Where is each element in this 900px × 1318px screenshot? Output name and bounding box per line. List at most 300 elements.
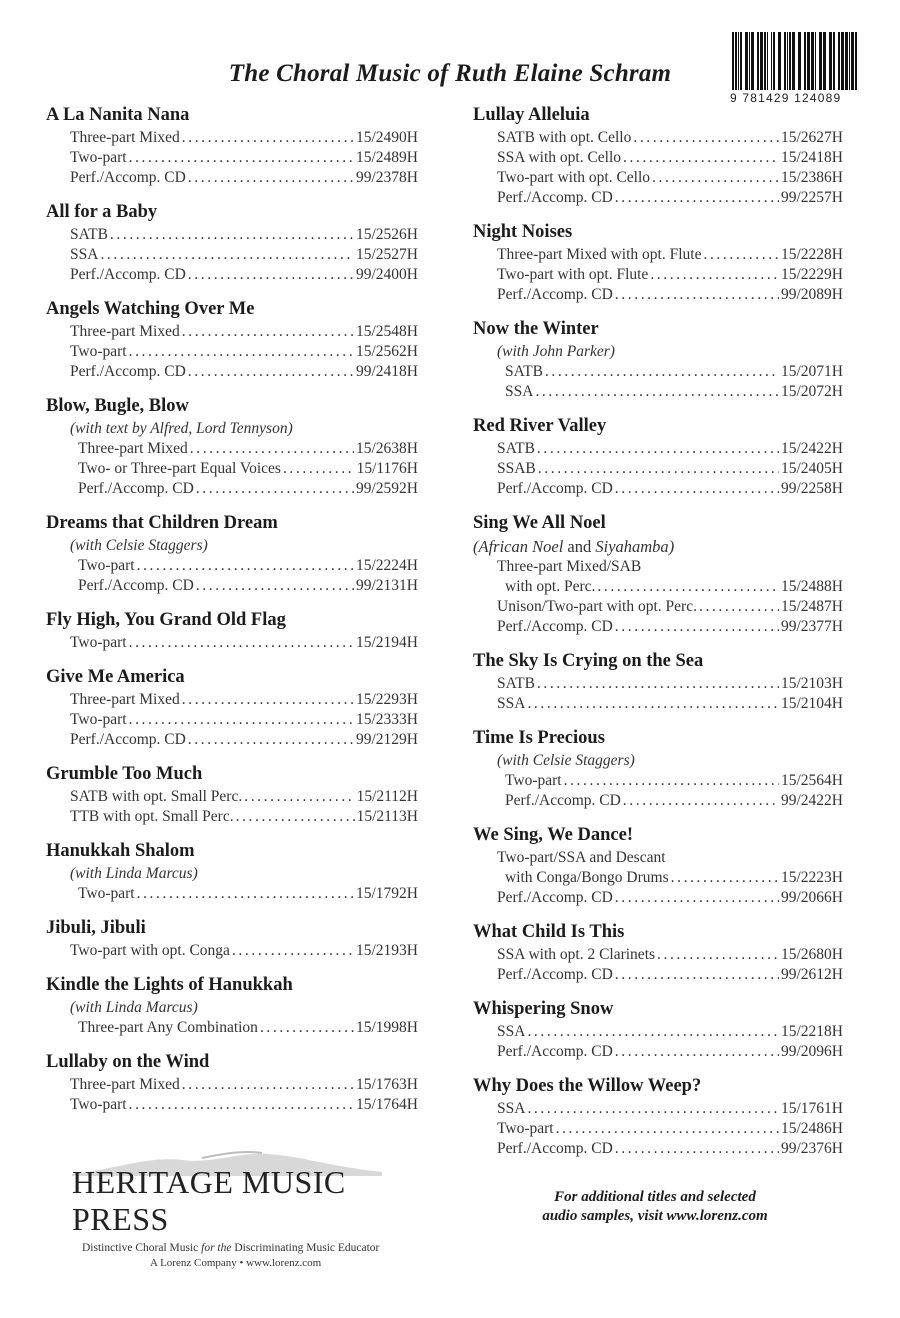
- listing-row: [473, 362, 843, 382]
- catalog-number: 15/2489H: [356, 149, 418, 166]
- entry-title: The Sky Is Crying on the Sea: [473, 651, 704, 671]
- leader-dots: [188, 362, 354, 382]
- entry-title: Lullaby on the Wind: [46, 1052, 210, 1072]
- catalog-number: 99/2422H: [781, 792, 843, 809]
- catalog-number: 15/2103H: [781, 675, 843, 692]
- entry-title: Red River Valley: [473, 416, 607, 436]
- listing-row: [473, 965, 843, 985]
- listing-row: [473, 577, 843, 597]
- voicing-label: with Conga/Bongo Drums: [505, 869, 669, 886]
- leader-dots: [137, 556, 354, 576]
- barcode-bar: [841, 32, 844, 90]
- catalog-number: 15/2386H: [781, 169, 843, 186]
- listing-row: [46, 730, 418, 750]
- listing-row: [473, 868, 843, 888]
- title-entry: [46, 512, 418, 596]
- catalog-number: 99/2258H: [781, 480, 843, 497]
- listing-row: [46, 128, 418, 148]
- catalog-number: 15/2228H: [781, 246, 843, 263]
- listing-row: [46, 265, 418, 285]
- voicing-label: SATB: [70, 226, 108, 243]
- voicing-label: Perf./Accomp. CD: [70, 266, 186, 283]
- catalog-number: 99/2376H: [781, 1140, 843, 1157]
- catalog-number: 15/2112H: [356, 788, 418, 805]
- catalog-number: 15/2562H: [356, 343, 418, 360]
- leader-dots: [283, 459, 355, 479]
- listing-row: [46, 459, 418, 479]
- voicing-label: SATB with opt. Small Perc.: [70, 788, 243, 805]
- voicing-label: SATB: [497, 675, 535, 692]
- catalog-number: 15/2627H: [781, 129, 843, 146]
- listing-row: [473, 617, 843, 637]
- entry-subtitle: [473, 536, 843, 557]
- entry-title: Why Does the Willow Weep?: [473, 1076, 702, 1096]
- barcode-bar: [804, 32, 806, 90]
- catalog-number: 15/2548H: [356, 323, 418, 340]
- catalog-number: 15/2422H: [781, 440, 843, 457]
- catalog-number: 15/2490H: [356, 129, 418, 146]
- leader-dots: [615, 479, 779, 499]
- barcode-bar: [807, 32, 810, 90]
- listing-row: [473, 1042, 843, 1062]
- listing-row: [46, 1018, 418, 1038]
- barcode-bar: [732, 32, 734, 90]
- leader-dots: [527, 1099, 779, 1119]
- barcode-bar: [740, 32, 742, 90]
- title-entry: [473, 921, 843, 985]
- barcode-bar: [778, 32, 781, 90]
- title-entry: [46, 974, 418, 1038]
- listing-row: [473, 382, 843, 402]
- leader-dots: [615, 188, 779, 208]
- leader-dots: [190, 439, 354, 459]
- website-note: [490, 1188, 820, 1226]
- leader-dots: [615, 888, 779, 908]
- listing-row: [473, 888, 843, 908]
- title-entry: [473, 221, 843, 305]
- voicing-label: Two-part: [70, 634, 127, 651]
- entry-title: Kindle the Lights of Hanukkah: [46, 975, 293, 995]
- catalog-number: 99/2592H: [356, 480, 418, 497]
- listing-row: [473, 439, 843, 459]
- entry-note: (with Celsie Staggers): [497, 752, 635, 769]
- catalog-number: 99/2378H: [356, 169, 418, 186]
- leader-dots: [615, 965, 779, 985]
- company-line: A Lorenz Company • www.lorenz.com: [150, 1257, 322, 1269]
- left-column: [46, 104, 418, 1128]
- entry-title: Sing We All Noel: [473, 513, 606, 533]
- voicing-label: Two-part: [70, 343, 127, 360]
- catalog-number: 15/1764H: [356, 1096, 418, 1113]
- entry-note: (with text by Alfred, Lord Tennyson): [70, 420, 293, 437]
- entry-title: Dreams that Children Dream: [46, 513, 278, 533]
- voicing-label: Three-part Mixed: [70, 323, 180, 340]
- leader-dots: [129, 633, 354, 653]
- listing-row: [473, 168, 843, 188]
- catalog-number: 99/2400H: [356, 266, 418, 283]
- listing-row: [473, 188, 843, 208]
- title-entry: [473, 104, 843, 208]
- catalog-number: 99/2418H: [356, 363, 418, 380]
- catalog-number: 15/2680H: [781, 946, 843, 963]
- leader-dots: [129, 342, 354, 362]
- leader-dots: [633, 128, 779, 148]
- barcode-bar: [760, 32, 763, 90]
- catalog-number: 15/2113H: [356, 808, 418, 825]
- listing-row: [473, 285, 843, 305]
- catalog-number: 99/2377H: [781, 618, 843, 635]
- voicing-label: SATB: [497, 440, 535, 457]
- leader-dots: [100, 245, 354, 265]
- barcode-bars-icon: [730, 32, 862, 90]
- title-entry: [473, 727, 843, 811]
- title-entry: [473, 512, 843, 637]
- entry-title: Time Is Precious: [473, 728, 605, 748]
- catalog-number: 15/1761H: [781, 1100, 843, 1117]
- listing-row: [473, 1119, 843, 1139]
- listing-row: [46, 690, 418, 710]
- barcode-bar: [829, 32, 832, 90]
- listing-row: [473, 674, 843, 694]
- catalog-number: 15/2487H: [781, 598, 843, 615]
- listing-row: [46, 479, 418, 499]
- leader-dots: [538, 459, 779, 479]
- voicing-label: Perf./Accomp. CD: [78, 480, 194, 497]
- catalog-number: 15/2104H: [781, 695, 843, 712]
- catalog-number: 15/2418H: [781, 149, 843, 166]
- entry-title: Lullay Alleluia: [473, 105, 590, 125]
- voicing-label: Perf./Accomp. CD: [497, 1043, 613, 1060]
- entry-title: Fly High, You Grand Old Flag: [46, 610, 286, 630]
- leader-dots: [196, 479, 354, 499]
- voicing-label: Perf./Accomp. CD: [70, 731, 186, 748]
- title-entry: [46, 395, 418, 499]
- barcode-bar: [789, 32, 791, 90]
- leader-dots: [232, 941, 354, 961]
- entry-note: (with John Parker): [497, 343, 615, 360]
- voicing-label: Two-part: [497, 1120, 554, 1137]
- publisher-tagline: Distinctive Choral Music for the Discriminating Music Educator: [82, 1242, 380, 1254]
- catalog-number: 15/2071H: [781, 363, 843, 380]
- title-entry: [46, 1051, 418, 1115]
- voicing-label: Two-part: [70, 1096, 127, 1113]
- listing-row: [473, 1022, 843, 1042]
- leader-dots: [182, 1075, 354, 1095]
- barcode-bar: [757, 32, 759, 90]
- catalog-number: 99/2131H: [356, 577, 418, 594]
- voicing-label: SATB: [505, 363, 543, 380]
- listing-row: [46, 941, 418, 961]
- barcode-bar: [849, 32, 850, 90]
- catalog-number: 99/2257H: [781, 189, 843, 206]
- listing-row: [473, 771, 843, 791]
- title-entry: [473, 824, 843, 908]
- voicing-label: Perf./Accomp. CD: [497, 889, 613, 906]
- catalog-number: 99/2129H: [356, 731, 418, 748]
- voicing-label: Two-part: [78, 885, 135, 902]
- title-entry: [473, 415, 843, 499]
- voicing-label: Three-part Mixed: [70, 691, 180, 708]
- leader-dots: [703, 245, 779, 265]
- listing-row: [473, 694, 843, 714]
- leader-dots: [129, 148, 354, 168]
- leader-dots: [129, 710, 354, 730]
- barcode-bar: [773, 32, 775, 90]
- voicing-label: SSA with opt. 2 Clarinets: [497, 946, 656, 963]
- title-entry: [46, 201, 418, 285]
- subtitle-part: (: [473, 537, 479, 556]
- title-entry: [46, 666, 418, 750]
- barcode-bar: [749, 32, 750, 90]
- leader-dots: [182, 690, 354, 710]
- barcode-bar: [738, 32, 739, 90]
- listing-row: [46, 556, 418, 576]
- entry-title: Now the Winter: [473, 319, 599, 339]
- voicing-label: Perf./Accomp. CD: [505, 792, 621, 809]
- listing-row: [46, 342, 418, 362]
- listing-row: [46, 225, 418, 245]
- voicing-label: SSAB: [497, 460, 536, 477]
- barcode-bar: [823, 32, 826, 90]
- barcode-bar: [833, 32, 835, 90]
- listing-row: [46, 576, 418, 596]
- voicing-label: Two-part: [70, 149, 127, 166]
- voicing-label: Two-part with opt. Flute: [497, 266, 649, 283]
- listing-row: [46, 1075, 418, 1095]
- listing-row: [46, 633, 418, 653]
- voicing-label: Perf./Accomp. CD: [78, 577, 194, 594]
- listing-row: [473, 265, 843, 285]
- catalog-number: 15/1998H: [356, 1019, 418, 1036]
- catalog-number: 15/2488H: [781, 578, 843, 595]
- title-entry: [473, 1075, 843, 1159]
- voicing-label: SSA: [497, 1023, 526, 1040]
- entry-title: Angels Watching Over Me: [46, 299, 255, 319]
- leader-dots: [527, 1022, 779, 1042]
- voicing-label: Two-part with opt. Conga: [70, 942, 230, 959]
- voicing-label: Perf./Accomp. CD: [497, 618, 613, 635]
- title-entry: [473, 650, 843, 714]
- catalog-number: 15/2194H: [356, 634, 418, 651]
- leader-dots: [650, 265, 779, 285]
- listing-row: [46, 439, 418, 459]
- entry-title: Whispering Snow: [473, 999, 614, 1019]
- leader-dots: [244, 787, 354, 807]
- voicing-label: TTB with opt. Small Perc.: [70, 808, 234, 825]
- voicing-label: Two-part: [70, 711, 127, 728]
- leader-dots: [537, 674, 779, 694]
- listing-row: [473, 945, 843, 965]
- voicing-label: Perf./Accomp. CD: [497, 480, 613, 497]
- voicing-label: Two-part with opt. Cello: [497, 169, 651, 186]
- catalog-number: 15/2229H: [781, 266, 843, 283]
- listing-row: [46, 322, 418, 342]
- voicing-label: Three-part Mixed: [78, 440, 188, 457]
- catalog-number: 15/2526H: [356, 226, 418, 243]
- entry-title: What Child Is This: [473, 922, 625, 942]
- barcode-bar: [838, 32, 840, 90]
- catalog-number: 15/2223H: [781, 869, 843, 886]
- voicing-label: Perf./Accomp. CD: [497, 286, 613, 303]
- barcode-bar: [811, 32, 814, 90]
- listing-row: [46, 884, 418, 904]
- catalog-number: 99/2612H: [781, 966, 843, 983]
- leader-dots: [236, 807, 355, 827]
- catalog-number: 15/2405H: [781, 460, 843, 477]
- voicing-label: Three-part Any Combination: [78, 1019, 258, 1036]
- voicing-label: SSA: [505, 383, 534, 400]
- listing-row: [46, 168, 418, 188]
- catalog-number: 15/1792H: [356, 885, 418, 902]
- voicing-label: Three-part Mixed: [70, 1076, 180, 1093]
- leader-dots: [527, 694, 779, 714]
- catalog-number: 15/2293H: [356, 691, 418, 708]
- entry-title: A La Nanita Nana: [46, 105, 190, 125]
- leader-dots: [188, 730, 354, 750]
- barcode-number: 9 781429 124089: [730, 91, 842, 105]
- barcode-bar: [764, 32, 766, 90]
- listing-row: [473, 791, 843, 811]
- title-entry: [46, 840, 418, 904]
- listing-row: [46, 787, 418, 807]
- website-note-line-2: audio samples, visit www.lorenz.com: [542, 1208, 768, 1224]
- leader-dots: [537, 439, 779, 459]
- listing-row: [473, 148, 843, 168]
- barcode-bar: [792, 32, 795, 90]
- barcode-bar: [798, 32, 801, 90]
- catalog-number: 99/2096H: [781, 1043, 843, 1060]
- barcode-bar: [845, 32, 848, 90]
- publisher-name: HERITAGE MUSIC PRESS: [72, 1164, 346, 1237]
- listing-row: [46, 148, 418, 168]
- right-column: [473, 104, 843, 1172]
- barcode-bar: [735, 32, 737, 90]
- catalog-number: 15/2638H: [356, 440, 418, 457]
- entry-title: Blow, Bugle, Blow: [46, 396, 189, 416]
- leader-dots: [615, 617, 779, 637]
- leader-dots: [657, 945, 779, 965]
- barcode-bar: [767, 32, 768, 90]
- barcode-bar: [784, 32, 786, 90]
- catalog-number: 15/2564H: [781, 772, 843, 789]
- leader-dots: [615, 1139, 779, 1159]
- leader-dots: [129, 1095, 354, 1115]
- entry-title: All for a Baby: [46, 202, 158, 222]
- page-title: The Choral Music of Ruth Elaine Schram: [228, 60, 672, 87]
- leader-dots: [260, 1018, 354, 1038]
- voicing-label: Two-part: [78, 557, 135, 574]
- catalog-number: 15/2072H: [781, 383, 843, 400]
- voicing-label: Three-part Mixed: [70, 129, 180, 146]
- entry-title: We Sing, We Dance!: [473, 825, 633, 845]
- listing-row: [46, 807, 418, 827]
- publisher-logo-block: [52, 1148, 442, 1269]
- entry-note: (with Celsie Staggers): [70, 537, 208, 554]
- catalog-number: 15/2193H: [356, 942, 418, 959]
- listing-row: [473, 597, 843, 617]
- voicing-label: Unison/Two-part with opt. Perc.: [497, 598, 697, 615]
- subtitle-part: Siyahamba: [595, 537, 669, 556]
- title-entry: [473, 998, 843, 1062]
- leader-dots: [623, 791, 779, 811]
- leader-dots: [188, 168, 354, 188]
- leader-dots: [545, 362, 779, 382]
- entry-title: Grumble Too Much: [46, 764, 203, 784]
- barcode-bar: [815, 32, 816, 90]
- leader-dots: [671, 868, 779, 888]
- listing-row: [46, 362, 418, 382]
- barcode-bar: [855, 32, 857, 90]
- subtitle-part: African Noel: [478, 537, 564, 556]
- catalog-number: 15/2486H: [781, 1120, 843, 1137]
- leader-dots: [137, 884, 354, 904]
- leader-dots: [110, 225, 354, 245]
- voicing-label: SSA: [497, 695, 526, 712]
- leader-dots: [615, 285, 779, 305]
- title-entry: [46, 104, 418, 188]
- catalog-number: 15/2333H: [356, 711, 418, 728]
- leader-dots: [623, 148, 779, 168]
- listing-row: [46, 1095, 418, 1115]
- leader-dots: [556, 1119, 779, 1139]
- voicing-label: with opt. Perc.: [505, 578, 596, 595]
- listing-row: [46, 245, 418, 265]
- voicing-label: Two-part: [505, 772, 562, 789]
- catalog-number: 99/2089H: [781, 286, 843, 303]
- entry-note: (with Linda Marcus): [70, 999, 198, 1016]
- leader-dots: [182, 322, 354, 342]
- title-entry: [46, 917, 418, 961]
- voicing-label: SSA: [70, 246, 99, 263]
- barcode-bar: [787, 32, 788, 90]
- barcode-bar: [751, 32, 754, 90]
- entry-title: Jibuli, Jibuli: [46, 918, 146, 938]
- subtitle-part: and: [563, 537, 596, 556]
- leader-dots: [188, 265, 354, 285]
- voicing-label: Three-part Mixed with opt. Flute: [497, 246, 702, 263]
- entry-title: Hanukkah Shalom: [46, 841, 195, 861]
- barcode-bar: [851, 32, 854, 90]
- barcode-bar: [771, 32, 772, 90]
- leader-dots: [652, 168, 779, 188]
- title-entry: [46, 298, 418, 382]
- website-note-line-1: For additional titles and selected: [554, 1189, 756, 1205]
- listing-row: [473, 479, 843, 499]
- subtitle-part: ): [668, 537, 675, 556]
- leader-dots: [564, 771, 779, 791]
- leader-dots: [615, 1042, 779, 1062]
- barcode-bar: [745, 32, 748, 90]
- voicing-label: Perf./Accomp. CD: [70, 169, 186, 186]
- entry-note: (with Linda Marcus): [70, 865, 198, 882]
- catalog-number: 15/1763H: [356, 1076, 418, 1093]
- voicing-label: SSA with opt. Cello: [497, 149, 622, 166]
- title-entry: [473, 318, 843, 402]
- entry-title: Give Me America: [46, 667, 185, 687]
- listing-row: [46, 710, 418, 730]
- voicing-label: Two- or Three-part Equal Voices: [78, 460, 281, 477]
- leader-dots: [597, 577, 779, 597]
- catalog-number: 15/2224H: [356, 557, 418, 574]
- title-entry: [46, 763, 418, 827]
- catalog-number: 15/2218H: [781, 1023, 843, 1040]
- voicing-label: Perf./Accomp. CD: [497, 1140, 613, 1157]
- entry-title: Night Noises: [473, 222, 573, 242]
- leader-dots: [182, 128, 354, 148]
- barcode-bar: [819, 32, 822, 90]
- voicing-label: Perf./Accomp. CD: [497, 966, 613, 983]
- leader-dots: [535, 382, 779, 402]
